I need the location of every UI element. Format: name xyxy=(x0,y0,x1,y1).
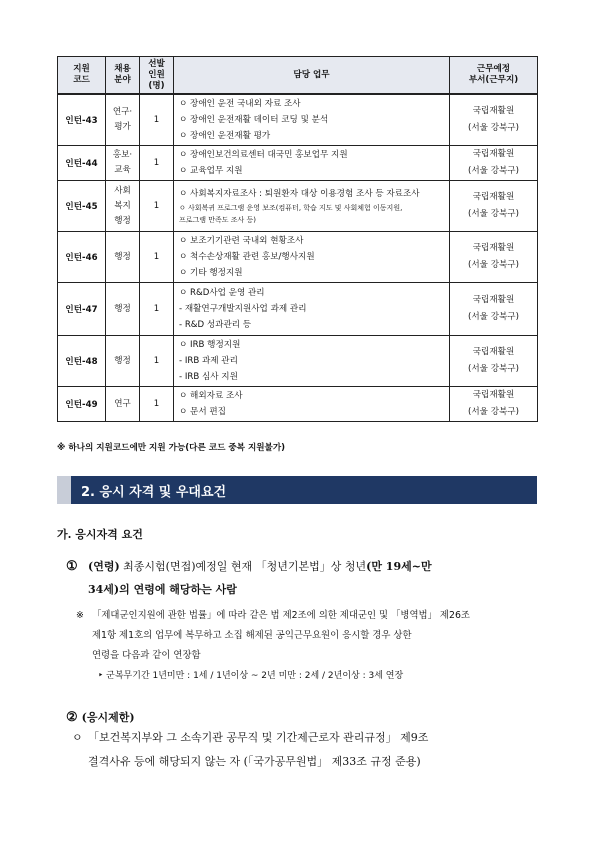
position-code: 인턴-46 xyxy=(58,232,106,283)
header-count: 선발 인원 (명) xyxy=(140,57,174,95)
recruit-field-line: 교육 xyxy=(114,165,131,175)
duty-item: ㅇ 기타 행정지원 xyxy=(179,268,243,278)
recruit-field-line: 연구 xyxy=(114,398,131,409)
header-dept: 근무예정 부서(근무지) xyxy=(450,57,538,95)
military-note-line: 「제대군인지원에 관한 법률」에 따라 같은 법 제2조에 의한 제대군인 및 「병역법」 제26조 xyxy=(92,610,470,621)
recruit-field xyxy=(106,283,140,336)
duty-item: - R&D 성과관리 등 xyxy=(179,320,252,330)
position-code: 인턴-43 xyxy=(58,94,106,146)
recruit-field xyxy=(106,387,140,422)
header-code: 지원 코드 xyxy=(58,57,106,95)
section-title: 2. 응시 자격 및 우대요건 xyxy=(81,485,227,500)
department-line: (서울 강북구) xyxy=(468,260,519,270)
duty-cell xyxy=(174,387,450,422)
selection-count: 1 xyxy=(140,387,174,422)
subheading-eligibility: 가. 응시자격 요건 xyxy=(57,528,143,541)
duty-cell xyxy=(174,146,450,181)
department-line: (서울 강북구) xyxy=(468,312,519,322)
bullet-mark: ㅇ xyxy=(72,731,83,744)
item-number: ② xyxy=(66,710,78,725)
recruit-field-line: 사회 xyxy=(114,185,131,196)
recruit-field xyxy=(106,94,140,146)
note-mark: ※ xyxy=(76,610,84,621)
recruit-field xyxy=(106,336,140,387)
duty-item: ㅇ R&D사업 운영 관리 xyxy=(179,288,265,298)
position-code: 인턴-47 xyxy=(58,283,106,336)
age-range: (만 19세~만 xyxy=(366,560,432,573)
department-line: 국립재활원 xyxy=(472,390,515,400)
duty-cell xyxy=(174,336,450,387)
restriction-line: 「보건복지부와 그 소속기관 공무직 및 기간제근로자 관리규정」 제9조 xyxy=(88,731,429,744)
department-line: 국립재활원 xyxy=(472,295,515,305)
age-requirement-line2: 34세)의 연령에 해당하는 사람 xyxy=(88,583,237,596)
duplicate-application-note: ※ 하나의 지원코드에만 지원 가능(다른 코드 중복 지원불가) xyxy=(57,443,286,453)
work-department xyxy=(450,146,538,181)
recruit-field-line: 연구· xyxy=(112,107,133,117)
department-line: 국립재활원 xyxy=(472,192,515,202)
work-department xyxy=(450,387,538,422)
header-duty: 담당 업무 xyxy=(174,57,450,95)
table-header-row xyxy=(58,57,538,95)
department-line: (서울 강북구) xyxy=(468,123,519,133)
duty-item: ㅇ 사회복지자료조사 : 퇴원환자 대상 이용경험 조사 등 자료조사 xyxy=(179,189,420,199)
age-text: 최종시험(면접)예정일 현재 「청년기본법」상 청년 xyxy=(123,560,367,573)
duty-cell xyxy=(174,94,450,146)
age-requirement-line1 xyxy=(88,555,432,578)
internship-positions-table xyxy=(57,56,538,422)
department-line: (서울 강북구) xyxy=(468,209,519,219)
department-line: 국립재활원 xyxy=(472,106,515,116)
selection-count: 1 xyxy=(140,146,174,181)
table-row xyxy=(58,94,538,146)
table-row xyxy=(58,283,538,336)
table-row xyxy=(58,181,538,232)
work-department xyxy=(450,232,538,283)
restriction-line: 결격사유 등에 해당되지 않는 자 (「국가공무원법」 제33조 규정 준용) xyxy=(88,755,421,768)
duty-cell xyxy=(174,283,450,336)
work-department xyxy=(450,283,538,336)
recruit-field-line: 행정 xyxy=(114,303,131,314)
duty-item: ㅇ 척수손상재활 관련 홍보/행사지원 xyxy=(179,252,315,262)
duty-item: ㅇ 보조기기관련 국내외 현황조사 xyxy=(179,236,304,246)
restriction-label: (응시제한) xyxy=(81,711,135,724)
work-department xyxy=(450,181,538,232)
department-line: (서울 강북구) xyxy=(468,364,519,374)
department-line: 국립재활원 xyxy=(472,243,515,253)
duty-item: - IRB 심사 지원 xyxy=(179,372,238,382)
duty-item: ㅇ 문서 편집 xyxy=(179,407,226,417)
recruit-field xyxy=(106,232,140,283)
military-extension-bullet: ‣ 군복무기간 1년미만 : 1세 / 1년이상 ~ 2년 미만 : 2세 / 2년이상 : 3세 연장 xyxy=(98,671,404,681)
selection-count: 1 xyxy=(140,94,174,146)
selection-count: 1 xyxy=(140,283,174,336)
selection-count: 1 xyxy=(140,336,174,387)
duty-cell xyxy=(174,181,450,232)
duty-item: ㅇ 장애인 운전재활 평가 xyxy=(179,131,271,141)
duty-item: ㅇ 사회복귀 프로그램 운영 보조(컴퓨터, 학습 지도 및 사회체험 이동지원, xyxy=(179,204,403,212)
item-number: ① xyxy=(66,559,78,574)
duty-item: - IRB 과제 관리 xyxy=(179,356,238,366)
recruit-field-line: 행정 xyxy=(114,215,131,226)
department-line: 국립재활원 xyxy=(472,347,515,357)
duty-item: ㅇ IRB 행정지원 xyxy=(179,340,241,350)
duty-item: - 재활연구개발지원사업 과제 관리 xyxy=(179,304,307,314)
recruit-field xyxy=(106,146,140,181)
recruit-field xyxy=(106,181,140,232)
duty-item: 프로그램 만족도 조사 등) xyxy=(179,216,257,224)
application-restriction-heading xyxy=(66,709,135,725)
recruit-field-line: 행정 xyxy=(114,355,131,366)
recruit-field-line: 평가 xyxy=(114,122,131,132)
position-code: 인턴-49 xyxy=(58,387,106,422)
position-code: 인턴-45 xyxy=(58,181,106,232)
duty-item: ㅇ 장애인 운전재활 데이터 코딩 및 분석 xyxy=(179,115,329,125)
duty-item: ㅇ 장애인 운전 국내외 자료 조사 xyxy=(179,99,301,109)
work-department xyxy=(450,336,538,387)
duty-cell xyxy=(174,232,450,283)
department-line: (서울 강북구) xyxy=(468,166,519,176)
duty-item: ㅇ 장애인보건의료센터 대국민 홍보업무 지원 xyxy=(179,150,348,160)
position-code: 인턴-44 xyxy=(58,146,106,181)
selection-count: 1 xyxy=(140,232,174,283)
recruit-field-line: 복지 xyxy=(114,200,131,211)
table-row xyxy=(58,232,538,283)
work-department xyxy=(450,94,538,146)
table-row xyxy=(58,146,538,181)
recruit-field-line: 행정 xyxy=(114,251,131,262)
header-field: 채용 분야 xyxy=(106,57,140,95)
military-note-line: 연령을 다음과 같이 연장함 xyxy=(92,650,201,661)
table-row xyxy=(58,336,538,387)
duty-item: ㅇ 교육업무 지원 xyxy=(179,166,243,176)
recruit-field-line: 홍보· xyxy=(112,150,133,160)
duty-item: ㅇ 해외자료 조사 xyxy=(179,391,243,401)
selection-count: 1 xyxy=(140,181,174,232)
section-header-bar xyxy=(57,476,537,504)
age-label: (연령) xyxy=(88,560,120,573)
department-line: (서울 강북구) xyxy=(468,407,519,417)
table-row xyxy=(58,387,538,422)
military-note-line: 제1항 제1호의 업무에 복무하고 소집 해제된 공익근무요원이 응시할 경우 상한 xyxy=(92,630,412,641)
department-line: 국립재활원 xyxy=(472,149,515,159)
position-code: 인턴-48 xyxy=(58,336,106,387)
